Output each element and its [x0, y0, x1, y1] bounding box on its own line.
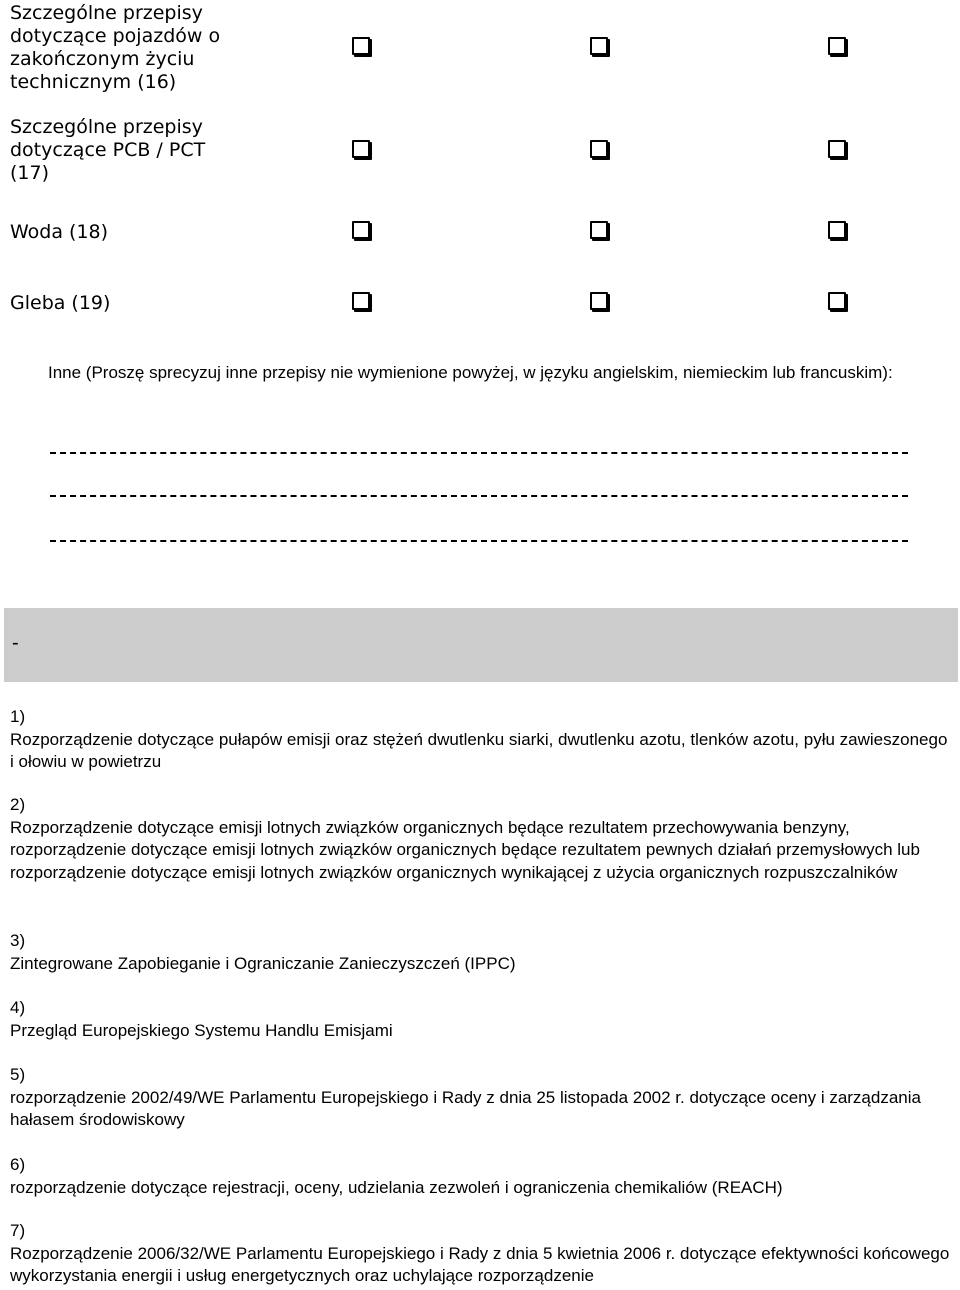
- checkbox[interactable]: [352, 140, 370, 158]
- checkbox[interactable]: [590, 292, 608, 310]
- footnote-2: [10, 794, 950, 884]
- checkbox[interactable]: [352, 221, 370, 239]
- checkbox[interactable]: [828, 292, 846, 310]
- footnote-7: [10, 1220, 950, 1288]
- footnote-text: Przegląd Europejskiego Systemu Handlu Emisjami: [10, 1020, 393, 1040]
- footnote-text: rozporządzenie dotyczące rejestracji, oceny, udzielania zezwoleń i ograniczenia chemikaliów (REACH): [10, 1177, 783, 1197]
- footnote-1: [10, 706, 950, 774]
- footnote-text: Rozporządzenie dotyczące emisji lotnych związków organicznych będące rezultatem przechowywania benzyny, rozporządzenie dotyczące emisji lotnych związków organicznych będące rezultatem pewnych działań przemysłowych lub rozporządzenie dotyczące emisji lotnych związków organicznych wynikającej z użycia organicznych rozpuszczalników: [10, 817, 920, 882]
- other-regulations-prompt: Inne (Proszę sprecyzuj inne przepisy nie wymienione powyżej, w języku angielskim, niemieckim lub francuskim):: [48, 363, 893, 382]
- footnote-text: Rozporządzenie dotyczące pułapów emisji oraz stężeń dwutlenku siarki, dwutlenku azotu, tlenków azotu, pyłu zawieszonego i ołowiu w powietrzu: [10, 729, 948, 771]
- row-label: Szczególne przepisy dotyczące PCB / PCT (17): [10, 116, 206, 184]
- checkbox[interactable]: [828, 37, 846, 55]
- footnote-text: rozporządzenie 2002/49/WE Parlamentu Europejskiego i Rady z dnia 25 listopada 2002 r. dotyczące oceny i zarządzania hałasem środowiskowy: [10, 1087, 921, 1129]
- footnote-number: 2): [10, 795, 26, 814]
- footnote-text: Zintegrowane Zapobieganie i Ograniczanie Zanieczyszczeń (IPPC): [10, 953, 516, 973]
- footnote-number: 7): [10, 1221, 26, 1240]
- footnote-number: 5): [10, 1065, 26, 1084]
- row-label: Woda (18): [10, 221, 109, 243]
- band-text: -: [12, 632, 19, 654]
- answer-line[interactable]: [50, 495, 908, 497]
- row-label: Szczególne przepisy dotyczące pojazdów o zakończonym życiu technicznym (16): [10, 2, 221, 93]
- footnote-5: [10, 1064, 950, 1132]
- footnote-number: 6): [10, 1155, 26, 1174]
- checkbox[interactable]: [352, 292, 370, 310]
- checkbox[interactable]: [828, 221, 846, 239]
- answer-line[interactable]: [50, 452, 908, 454]
- checkbox[interactable]: [352, 37, 370, 55]
- footnote-number: 3): [10, 931, 26, 950]
- section-separator-band: [4, 608, 958, 682]
- footnote-text: Rozporządzenie 2006/32/WE Parlamentu Europejskiego i Rady z dnia 5 kwietnia 2006 r. dotyczące efektywności końcowego wykorzystania energii i usług energetycznych oraz uchylające rozporządzenie: [10, 1243, 950, 1285]
- checkbox[interactable]: [590, 37, 608, 55]
- checkbox[interactable]: [590, 221, 608, 239]
- row-label: Gleba (19): [10, 292, 111, 314]
- answer-line[interactable]: [50, 540, 908, 542]
- checkbox[interactable]: [590, 140, 608, 158]
- footnote-number: 4): [10, 998, 26, 1017]
- footnote-number: 1): [10, 707, 26, 726]
- footnote-6: [10, 1154, 950, 1199]
- checkbox[interactable]: [828, 140, 846, 158]
- footnote-3: [10, 930, 950, 975]
- footnote-4: [10, 997, 950, 1042]
